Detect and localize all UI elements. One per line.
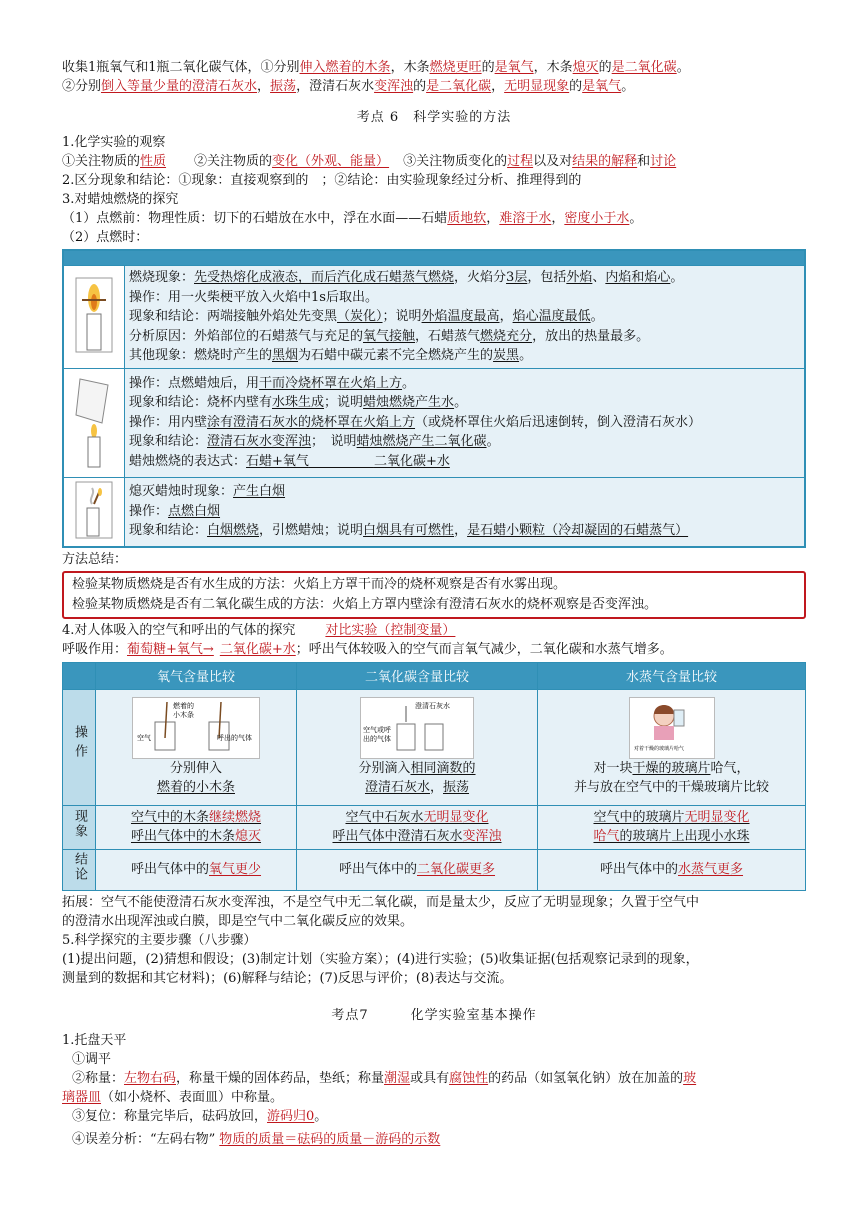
img2-label-2: 空气或呼 bbox=[363, 726, 391, 734]
extension-line-2: 的澄清水出现浑浊或白膜，即是空气中二氧化碳反应的效果。 bbox=[62, 913, 414, 929]
method-co2: 检验某物质燃烧是否有二氧化碳生成的方法：火焰上方罩内壁涂有澄清石灰水的烧杯观察是否变浑浊。 bbox=[72, 596, 658, 612]
row-label-operation: 操作 bbox=[63, 689, 96, 805]
limewater-bottles-image bbox=[360, 697, 474, 759]
c-oxygen: 呼出气体中的氧气更少 bbox=[96, 849, 297, 890]
s6-item-4-title: 4.对人体吸入的空气和呼出的气体的探究 对比实验（控制变量） bbox=[62, 622, 456, 638]
s7-item-1-title: 1.托盘天平 bbox=[62, 1032, 127, 1048]
op-co2: 澄清石灰水 空气或呼 出的气体 分别滴入相同滴数的 澄清石灰水，振荡 bbox=[297, 689, 538, 805]
method-water: 检验某物质燃烧是否有水生成的方法：火焰上方罩干而冷的烧杯观察是否有水雾出现。 bbox=[72, 576, 567, 592]
breath-phenomenon-row bbox=[63, 805, 806, 849]
img1-label-1: 燃着的 bbox=[173, 702, 194, 710]
candle-beaker-text: 操作：点燃蜡烛后，用干而冷烧杯罩在火焰上方。 现象和结论：烧杯内壁有水珠生成；说明蜡烛燃烧产生水。 操作：用内壁涂有澄清石灰水的烧杯罩在火焰上方（或烧杯罩住火焰后迅速倒转，倒入澄清石灰水） 现象和结论：澄清石灰水变浑浊； 说明蜡烛燃烧产生二氧化碳。 蜡烛燃烧的表达式：石蜡+氧气 二氧化碳+水 bbox=[125, 368, 806, 477]
candle-row-smoke bbox=[63, 477, 805, 547]
s7-reset: ③复位：称量完毕后，砝码放回，游码归0。 bbox=[72, 1108, 328, 1124]
img2-label-1: 澄清石灰水 bbox=[415, 702, 450, 710]
candle-table bbox=[62, 249, 806, 548]
breath-operation-row bbox=[63, 689, 806, 805]
method-summary-title: 方法总结： bbox=[62, 551, 128, 567]
s7-weigh-line-2: 璃器皿（如小烧杯、表面皿）中称量。 bbox=[62, 1089, 284, 1105]
s6-item-5-line-1: (1)提出问题，(2)猜想和假设；(3)制定计划（实验方案）；(4)进行实验；(5)收集证据(包括观察记录到的现象， bbox=[62, 951, 699, 967]
wood-splint-bottles-image bbox=[132, 697, 260, 759]
c-vapor: 呼出气体中的水蒸气更多 bbox=[538, 849, 806, 890]
s6-item-3-title: 3.对蜡烛燃烧的探究 bbox=[62, 192, 179, 207]
s6-item-3-1: （1）点燃前：物理性质：切下的石蜡放在水中，浮在水面——石蜡质地软，难溶于水，密度小于水。 bbox=[62, 211, 643, 226]
row-label-conclusion: 结论 bbox=[63, 849, 96, 890]
white-smoke-image bbox=[63, 477, 125, 547]
img3-label-1: 对着干燥的玻璃片哈气 bbox=[633, 746, 684, 752]
breathing-on-glass-image bbox=[629, 697, 715, 759]
s6-item-3-2: （2）点燃时： bbox=[62, 230, 149, 245]
breath-conclusion-row bbox=[63, 849, 806, 890]
candle-flame-image bbox=[63, 266, 125, 369]
img1-label-4: 呼出的气体 bbox=[217, 734, 252, 742]
img2-label-3: 出的气体 bbox=[363, 735, 391, 743]
intro-line-1: 收集1瓶氧气和1瓶二氧化碳气体，①分别伸入燃着的木条，木条燃烧更旺的是氧气，木条熄灭的是二氧化碳。 bbox=[62, 60, 690, 75]
candle-flame-text: 燃烧现象：先受热熔化成液态，而后汽化成石蜡蒸气燃烧，火焰分3层，包括外焰、内焰和焰心。 操作：用一火柴梗平放入火焰中1s后取出。 现象和结论：两端接触外焰处先变黑（炭化）；说明外焰温度最高，焰心温度最低。 分析原因：外焰部位的石蜡蒸气与充足的氧气接触，石蜡蒸气燃烧充分，放出的热量最多。 其他现象：燃烧时产生的黑烟为石蜡中碳元素不完全燃烧产生的炭黑。 bbox=[125, 266, 806, 369]
s7-weigh-line-1: ②称量：左物右码，称量干燥的固体药品，垫纸；称量潮湿或具有腐蚀性的药品（如氢氧化钠）放在加盖的玻 bbox=[72, 1070, 697, 1086]
s6-item-2: 2.区分现象和结论：①现象：直接观察到的 ；②结论：由实验现象经过分析、推理得到的 bbox=[62, 173, 582, 188]
img1-label-3: 空气 bbox=[137, 734, 151, 742]
section-6-title: 考点 6 科学实验的方法 bbox=[356, 110, 512, 125]
header-vapor: 水蒸气含量比较 bbox=[538, 662, 806, 689]
s7-adjust: ①调平 bbox=[72, 1051, 112, 1067]
breath-table bbox=[62, 662, 806, 891]
candle-row-flame bbox=[63, 266, 805, 369]
candle-table-header bbox=[63, 250, 805, 266]
header-oxygen: 氧气含量比较 bbox=[96, 662, 297, 689]
candle-row-beaker bbox=[63, 368, 805, 477]
method-summary-box bbox=[62, 571, 806, 619]
beaker-over-candle-image bbox=[63, 368, 125, 477]
ph-vapor: 空气中的玻璃片无明显变化 哈气的玻璃片上出现小水珠 bbox=[538, 805, 806, 849]
ph-oxygen: 空气中的木条继续燃烧 呼出气体中的木条熄灭 bbox=[96, 805, 297, 849]
s6-item-1-title: 1.化学实验的观察 bbox=[62, 135, 166, 150]
section-7-title: 考点7 化学实验室基本操作 bbox=[331, 1007, 537, 1023]
candle-smoke-text: 熄灭蜡烛时现象：产生白烟 操作：点燃白烟 现象和结论：白烟燃烧，引燃蜡烛；说明白烟具有可燃性，是石蜡小颗粒（冷却凝固的石蜡蒸气） bbox=[125, 477, 806, 547]
op-vapor: 对着干燥的玻璃片哈气 对一块干燥的玻璃片哈气， 并与放在空气中的干燥玻璃片比较 bbox=[538, 689, 806, 805]
s7-error-analysis: ④误差分析：“左码右物” 物质的质量＝砝码的质量－游码的示数 bbox=[72, 1131, 441, 1147]
header-co2: 二氧化碳含量比较 bbox=[297, 662, 538, 689]
row-label-phenomenon: 现象 bbox=[63, 805, 96, 849]
s6-item-5-line-2: 测量到的数据和其它材料)；(6)解释与结论；(7)反思与评价；(8)表达与交流。 bbox=[62, 970, 513, 986]
op-oxygen: 燃着的 小木条 空气 呼出的气体 分别伸入 燃着的小木条 bbox=[96, 689, 297, 805]
s6-item-1-body: ①关注物质的性质 ②关注物质的变化（外观、能量） ③关注物质变化的过程以及对结果的解释和讨论 bbox=[62, 154, 677, 169]
c-co2: 呼出气体中的二氧化碳更多 bbox=[297, 849, 538, 890]
breath-header-row bbox=[63, 662, 806, 689]
document-page bbox=[62, 58, 806, 1149]
ph-co2: 空气中石灰水无明显变化 呼出气体中澄清石灰水变浑浊 bbox=[297, 805, 538, 849]
extension-line-1: 拓展：空气不能使澄清石灰水变浑浊，不是空气中无二氧化碳，而是量太少，反应了无明显现象；久置于空气中 bbox=[62, 894, 700, 910]
intro-line-2: ②分别倒入等量少量的澄清石灰水，振荡，澄清石灰水变浑浊的是二氧化碳，无明显现象的是氧气。 bbox=[62, 79, 635, 94]
respiration-line: 呼吸作用：葡萄糖+氧气→ 二氧化碳+水；呼出气体较吸入的空气而言氧气减少，二氧化碳和水蒸气增多。 bbox=[62, 641, 673, 657]
img1-label-2: 小木条 bbox=[173, 711, 194, 719]
s6-item-5-title: 5.科学探究的主要步骤（八步骤） bbox=[62, 932, 257, 948]
